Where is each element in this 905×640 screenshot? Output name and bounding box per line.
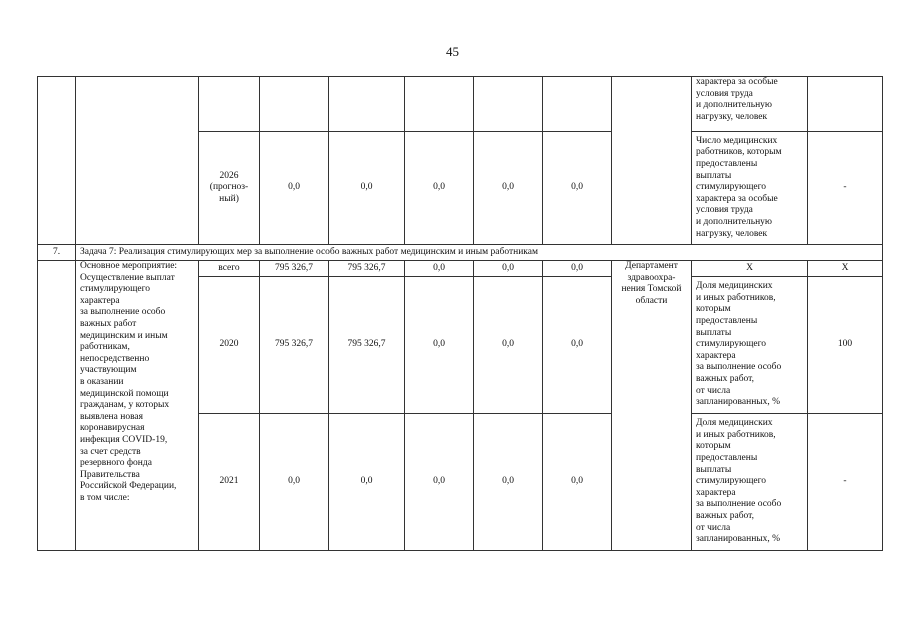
value-cell bbox=[543, 77, 612, 132]
value-cell: 0,0 bbox=[405, 414, 474, 551]
value-cell: 795 326,7 bbox=[329, 277, 405, 414]
value-cell: 0,0 bbox=[474, 277, 543, 414]
measure-description: Основное мероприятие: Осуществление выплат стимулирующего характера за выполнение особо важных работ медицинским и иным работникам, непосредственно участвующим в оказании медицинской помощи гражданам, у которых выявлена новая коронавирусная инфекция COVID-19, за счет средств резервного фонда Правительства Российской Федерации, в том числе: bbox=[76, 261, 199, 551]
target-cell bbox=[808, 77, 883, 132]
year-cell bbox=[199, 77, 260, 132]
executor-cell bbox=[612, 77, 692, 245]
indicator-cell: Доля медицинских и иных работников, которым предоставлены выплаты стимулирующего характера за выполнение особо важных работ, от числа запланированных, % bbox=[692, 277, 808, 414]
value-cell: 795 326,7 bbox=[329, 261, 405, 277]
task-title: Задача 7: Реализация стимулирующих мер за выполнение особо важных работ медицинским и иным работникам bbox=[76, 245, 883, 261]
target-cell: - bbox=[808, 414, 883, 551]
year-cell: всего bbox=[199, 261, 260, 277]
value-cell: 0,0 bbox=[543, 261, 612, 277]
value-cell: 0,0 bbox=[543, 132, 612, 245]
year-cell: 2021 bbox=[199, 414, 260, 551]
task-number: 7. bbox=[38, 245, 76, 261]
task-row bbox=[38, 245, 883, 261]
indicator-cell: характера за особые условия труда и дополнительную нагрузку, человек bbox=[692, 77, 808, 132]
indicator-cell: Доля медицинских и иных работников, которым предоставлены выплаты стимулирующего характера за выполнение особо важных работ, от числа запланированных, % bbox=[692, 414, 808, 551]
value-cell bbox=[405, 77, 474, 132]
table-row bbox=[38, 77, 883, 132]
value-cell: 0,0 bbox=[329, 414, 405, 551]
year-cell: 2020 bbox=[199, 277, 260, 414]
value-cell: 0,0 bbox=[543, 277, 612, 414]
value-cell: 0,0 bbox=[474, 132, 543, 245]
target-cell: - bbox=[808, 132, 883, 245]
table-row bbox=[38, 261, 883, 277]
year-cell: 2026 (прогноз- ный) bbox=[199, 132, 260, 245]
value-cell: 0,0 bbox=[543, 414, 612, 551]
program-table bbox=[37, 76, 883, 551]
target-cell: 100 bbox=[808, 277, 883, 414]
executor-cell: Департамент здравоохра- нения Томской области bbox=[612, 261, 692, 551]
value-cell: 0,0 bbox=[405, 261, 474, 277]
value-cell: 0,0 bbox=[474, 261, 543, 277]
value-cell: 0,0 bbox=[405, 132, 474, 245]
value-cell: 795 326,7 bbox=[260, 261, 329, 277]
value-cell: 0,0 bbox=[329, 132, 405, 245]
indicator-cell: Число медицинских работников, которым предоставлены выплаты стимулирующего характера за особые условия труда и дополнительную нагрузку, человек bbox=[692, 132, 808, 245]
value-cell: 0,0 bbox=[405, 277, 474, 414]
num-cell bbox=[38, 77, 76, 245]
indicator-cell: X bbox=[692, 261, 808, 277]
target-cell: X bbox=[808, 261, 883, 277]
value-cell: 795 326,7 bbox=[260, 277, 329, 414]
num-cell bbox=[38, 261, 76, 551]
value-cell bbox=[260, 77, 329, 132]
name-cell bbox=[76, 77, 199, 245]
value-cell: 0,0 bbox=[260, 414, 329, 551]
value-cell bbox=[474, 77, 543, 132]
page-number: 45 bbox=[446, 44, 459, 59]
value-cell bbox=[329, 77, 405, 132]
value-cell: 0,0 bbox=[474, 414, 543, 551]
value-cell: 0,0 bbox=[260, 132, 329, 245]
